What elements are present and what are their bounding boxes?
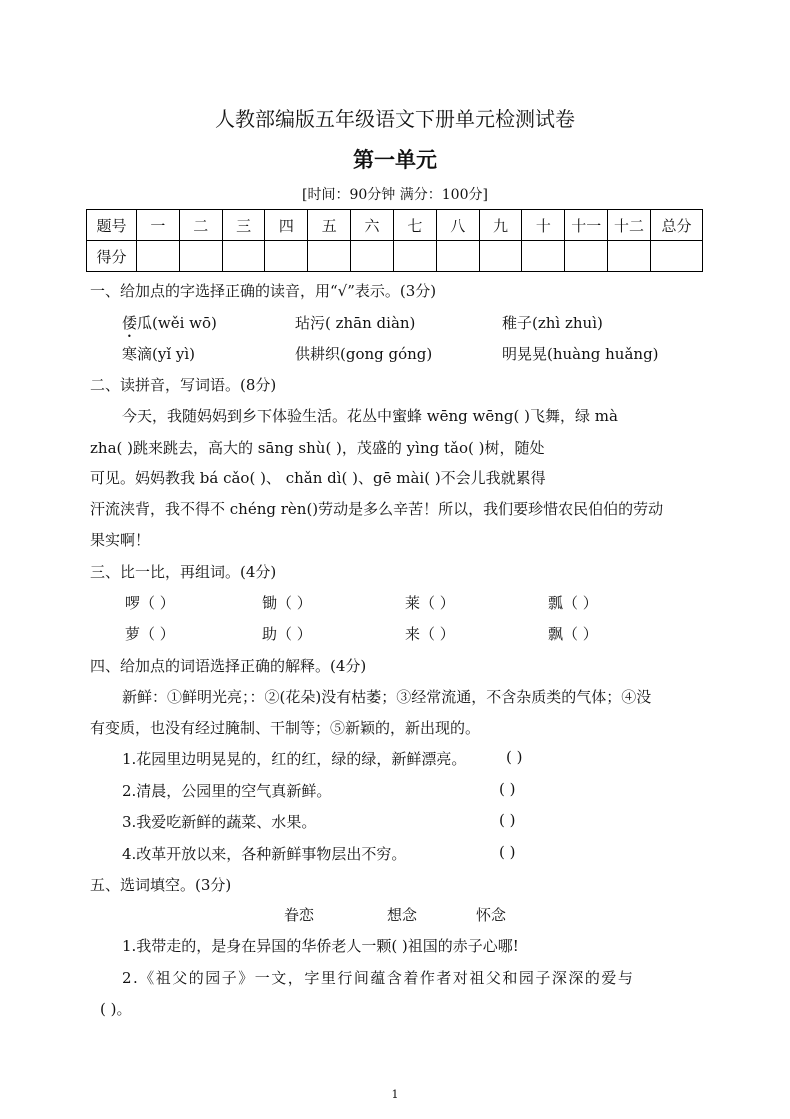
q2-line-5: 果实啊！ bbox=[90, 531, 151, 549]
q4-item-3-blank: ( ) bbox=[499, 811, 516, 829]
score-table-score-cell bbox=[565, 241, 608, 272]
q5-line-3: ( )。 bbox=[100, 1000, 132, 1018]
q4-item-4-text: 4.改革开放以来，各种新鲜事物层出不穷。 bbox=[122, 845, 407, 863]
score-table-header-cell: 十 bbox=[522, 210, 565, 241]
q4-item-2-text: 2.清晨，公园里的空气真新鲜。 bbox=[122, 782, 332, 800]
score-table-header-cell: 八 bbox=[436, 210, 479, 241]
q3-r1-c4: 瓢（ ） bbox=[548, 594, 598, 612]
score-table-header-cell: 六 bbox=[351, 210, 394, 241]
q4-item-4-blank: ( ) bbox=[499, 843, 516, 861]
q2-line-1: 今天，我随妈妈到乡下体验生活。花丛中蜜蜂 wēng wēng( )飞舞，绿 mà bbox=[122, 407, 618, 425]
q3-r1-c3: 莱（ ） bbox=[405, 594, 455, 612]
q4-item-2-blank: ( ) bbox=[499, 780, 516, 798]
score-table-header-cell: 七 bbox=[393, 210, 436, 241]
score-table-score-cell: 得分 bbox=[87, 241, 137, 272]
score-table-score-row bbox=[87, 241, 703, 272]
score-table-score-cell bbox=[608, 241, 651, 272]
q3-r1-c1: 啰（ ） bbox=[125, 594, 175, 612]
score-table-header-cell: 九 bbox=[479, 210, 522, 241]
q5-heading: 五、选词填空。(3分) bbox=[90, 876, 232, 894]
score-table-header-cell: 一 bbox=[137, 210, 180, 241]
score-table-score-cell bbox=[479, 241, 522, 272]
q1-heading: 一、给加点的字选择正确的读音，用“√”表示。(3分) bbox=[90, 282, 437, 300]
q2-heading: 二、读拼音，写词语。(8分) bbox=[90, 376, 277, 394]
q4-item-3-text: 3.我爱吃新鲜的蔬菜、水果。 bbox=[122, 813, 317, 831]
q1-item-6: 明晃晃(huàng huǎng) bbox=[502, 345, 659, 363]
q3-r2-c4: 飘（ ） bbox=[548, 625, 598, 643]
q4-heading: 四、给加点的词语选择正确的解释。(4分) bbox=[90, 657, 367, 675]
score-table-header-cell: 题号 bbox=[87, 210, 137, 241]
q5-line-1: 1.我带走的，是身在异国的华侨老人一颗( )祖国的赤子心哪! bbox=[122, 937, 519, 955]
q2-line-2: zha( )跳来跳去，高大的 sāng shù( )，茂盛的 yìng tǎo( )树，随处 bbox=[90, 439, 545, 457]
q4-item-1-blank: ( ) bbox=[506, 748, 523, 766]
q3-heading: 三、比一比，再组词。(4分) bbox=[90, 563, 277, 581]
page-number: 1 bbox=[391, 1088, 399, 1101]
q4-item-1-text: 1.花园里边明晃晃的，红的红，绿的绿，新鲜漂亮。 bbox=[122, 750, 467, 768]
q3-r2-c2: 助（ ） bbox=[262, 625, 312, 643]
score-table-score-cell bbox=[137, 241, 180, 272]
q3-r2-c1: 萝（ ） bbox=[125, 625, 175, 643]
unit-title: 第一单元 bbox=[353, 147, 437, 172]
q1-item-4: 寒滴(yǐ yì) bbox=[122, 345, 196, 363]
q4-definition-line-1: 新鲜：①鲜明光亮；：②(花朵)没有枯萎；③经常流通，不含杂质类的气体；④没 bbox=[122, 688, 652, 706]
score-table-header-cell: 五 bbox=[308, 210, 351, 241]
score-table-score-cell bbox=[308, 241, 351, 272]
score-table-score-cell bbox=[222, 241, 265, 272]
score-table-header-cell: 十一 bbox=[565, 210, 608, 241]
score-table-score-cell bbox=[351, 241, 394, 272]
q1-item-5: 供耕织(gong góng) bbox=[295, 345, 433, 363]
q1-item-3: 稚子(zhì zhuì) bbox=[502, 314, 603, 332]
score-table-header-row bbox=[87, 210, 703, 241]
q4-definition-line-2: 有变质，也没有经过腌制、干制等；⑤新颖的，新出现的。 bbox=[90, 719, 481, 737]
score-table-score-cell bbox=[522, 241, 565, 272]
q5-line-2: 2.《祖父的园子》一文，字里行间蕴含着作者对祖父和园子深深的爱与 bbox=[122, 969, 635, 987]
q5-word-2: 想念 bbox=[387, 906, 418, 924]
score-table-score-cell bbox=[436, 241, 479, 272]
q5-word-1: 眷恋 bbox=[284, 906, 315, 924]
score-table-score-cell bbox=[651, 241, 703, 272]
q2-line-3: 可见。妈妈教我 bá cǎo( )、 chǎn dì( )、gē mài( )不会儿我就累得 bbox=[90, 469, 546, 487]
score-table-score-cell bbox=[265, 241, 308, 272]
exam-title: 人教部编版五年级语文下册单元检测试卷 bbox=[215, 107, 575, 131]
q3-r2-c3: 来（ ） bbox=[405, 625, 455, 643]
score-table-score-cell bbox=[393, 241, 436, 272]
score-table-header-cell: 四 bbox=[265, 210, 308, 241]
q1-item-1: 倭瓜(wěi wō) bbox=[122, 314, 217, 332]
score-table-header-cell: 三 bbox=[222, 210, 265, 241]
score-table-score-cell bbox=[179, 241, 222, 272]
q5-word-3: 怀念 bbox=[476, 906, 507, 924]
time-score-info: [时间：90分钟 满分：100分] bbox=[302, 187, 488, 203]
score-table-header-cell: 二 bbox=[179, 210, 222, 241]
q3-r1-c2: 锄（ ） bbox=[262, 594, 312, 612]
score-table-header-cell: 总分 bbox=[651, 210, 703, 241]
score-table-header-cell: 十二 bbox=[608, 210, 651, 241]
q2-line-4: 汗流浃背，我不得不 chéng rèn()劳动是多么辛苦！所以，我们要珍惜农民伯伯的劳动 bbox=[90, 500, 664, 518]
q1-item-2: 玷污( zhān diàn) bbox=[295, 314, 416, 332]
score-table bbox=[86, 209, 703, 272]
